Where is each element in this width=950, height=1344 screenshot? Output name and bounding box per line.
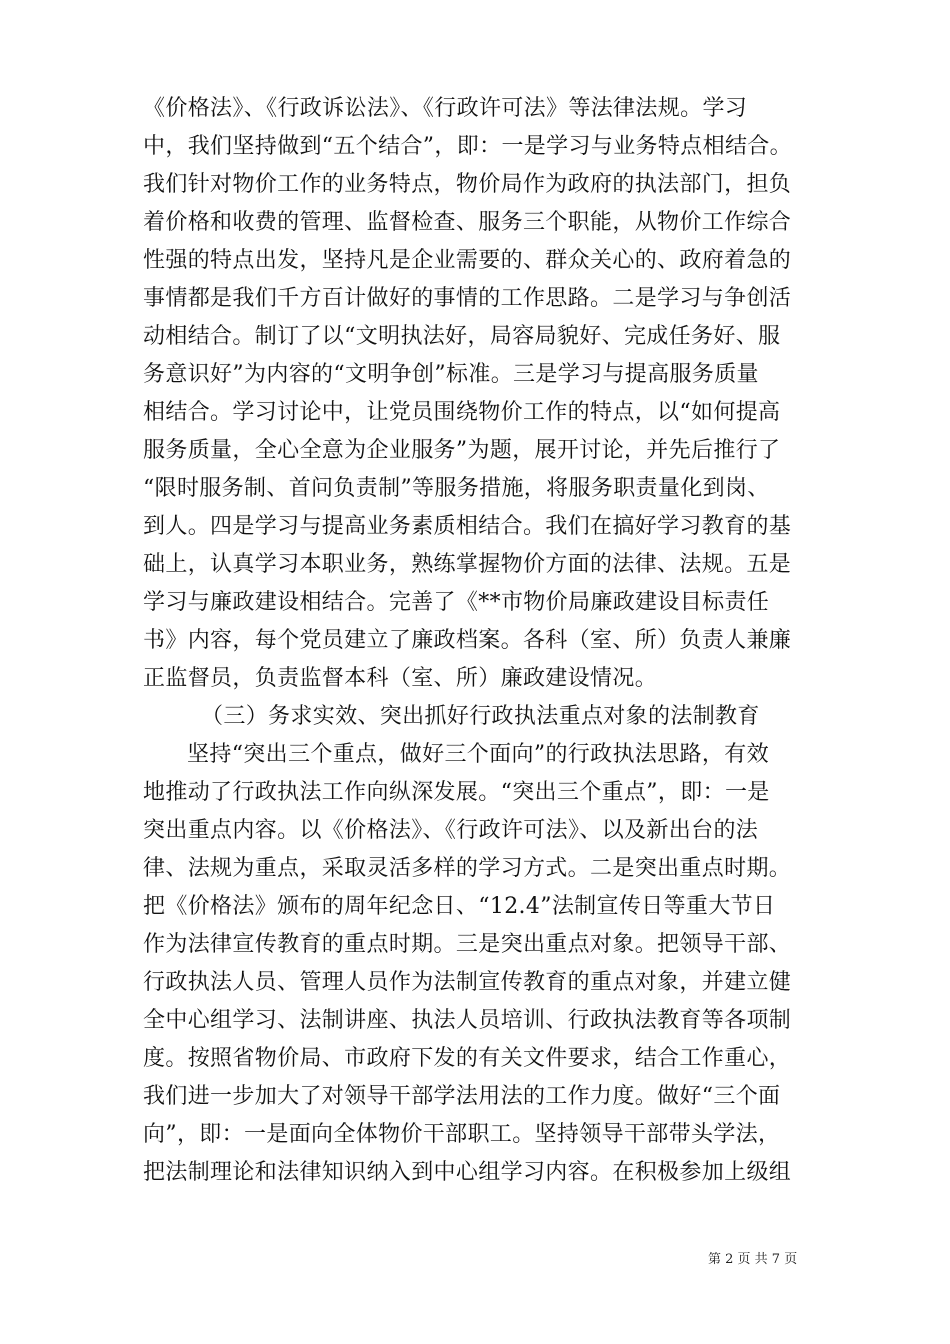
text-line: 向”，即：一是面向全体物价干部职工。坚持领导干部带头学法， [143,1122,781,1147]
text-line: 我们针对物价工作的业务特点，物价局作为政府的执法部门，担负 [143,172,792,197]
text-line: 律、法规为重点，采取灵活多样的学习方式。二是突出重点时期。 [143,856,792,881]
page-number-footer: 第 2 页 共 7 页 [708,1252,798,1267]
text-line: 地推动了行政执法工作向纵深发展。“突出三个重点”，即：一是 [143,780,770,805]
text-line: 中，我们坚持做到“五个结合”，即：一是学习与业务特点相结合。 [143,134,792,159]
text-line: 务意识好”为内容的“文明争创”标准。三是学习与提高服务质量 [143,362,759,387]
paragraph-first-line: 坚持“突出三个重点，做好三个面向”的行政执法思路，有效 [187,742,769,767]
text-line: 到人。四是学习与提高业务素质相结合。我们在搞好学习教育的基 [143,514,792,539]
section-heading: （三）务求实效、突出抓好行政执法重点对象的法制教育 [201,704,760,729]
text-line: 全中心组学习、法制讲座、执法人员培训、行政执法教育等各项制 [143,1008,792,1033]
text-line: 服务质量，全心全意为企业服务”为题，展开讨论，并先后推行了 [143,438,781,463]
text-line: 着价格和收费的管理、监督检查、服务三个职能，从物价工作综合 [143,210,792,235]
document-body [143,90,813,1192]
text-line: 突出重点内容。以《价格法》、《行政许可法》、以及新出台的法 [143,818,759,843]
text-line: 度。按照省物价局、市政府下发的有关文件要求，结合工作重心， [143,1046,792,1071]
text-line: 正监督员，负责监督本科（室、所）廉政建设情况。 [143,666,658,691]
text-line: 础上，认真学习本职业务，熟练掌握物价方面的法律、法规。五是 [143,552,792,577]
text-line: 把法制理论和法律知识纳入到中心组学习内容。在积极参加上级组 [143,1160,792,1185]
text-line: 《价格法》、《行政诉讼法》、《行政许可法》等法律法规。学习 [143,96,748,121]
text-line: 事情都是我们千方百计做好的事情的工作思路。二是学习与争创活 [143,286,792,311]
text-line: 作为法律宣传教育的重点时期。三是突出重点对象。把领导干部、 [143,932,792,957]
text-line: 性强的特点出发，坚持凡是企业需要的、群众关心的、政府着急的 [143,248,792,273]
text-line: 我们进一步加大了对领导干部学法用法的工作力度。做好“三个面 [143,1084,781,1109]
text-line: 把《价格法》颁布的周年纪念日、“12.4”法制宣传日等重大节日 [143,894,776,919]
text-line: 行政执法人员、管理人员作为法制宣传教育的重点对象，并建立健 [143,970,792,995]
text-line: 相结合。学习讨论中，让党员围绕物价工作的特点，以“如何提高 [143,400,781,425]
text-line: 动相结合。制订了以“文明执法好，局容局貌好、完成任务好、服 [143,324,781,349]
text-line: “限时服务制、首问负责制”等服务措施，将服务职责量化到岗、 [143,476,770,501]
text-line: 书》内容，每个党员建立了廉政档案。各科（室、所）负责人兼廉 [143,628,792,653]
text-line: 学习与廉政建设相结合。完善了《**市物价局廉政建设目标责任 [143,590,770,615]
